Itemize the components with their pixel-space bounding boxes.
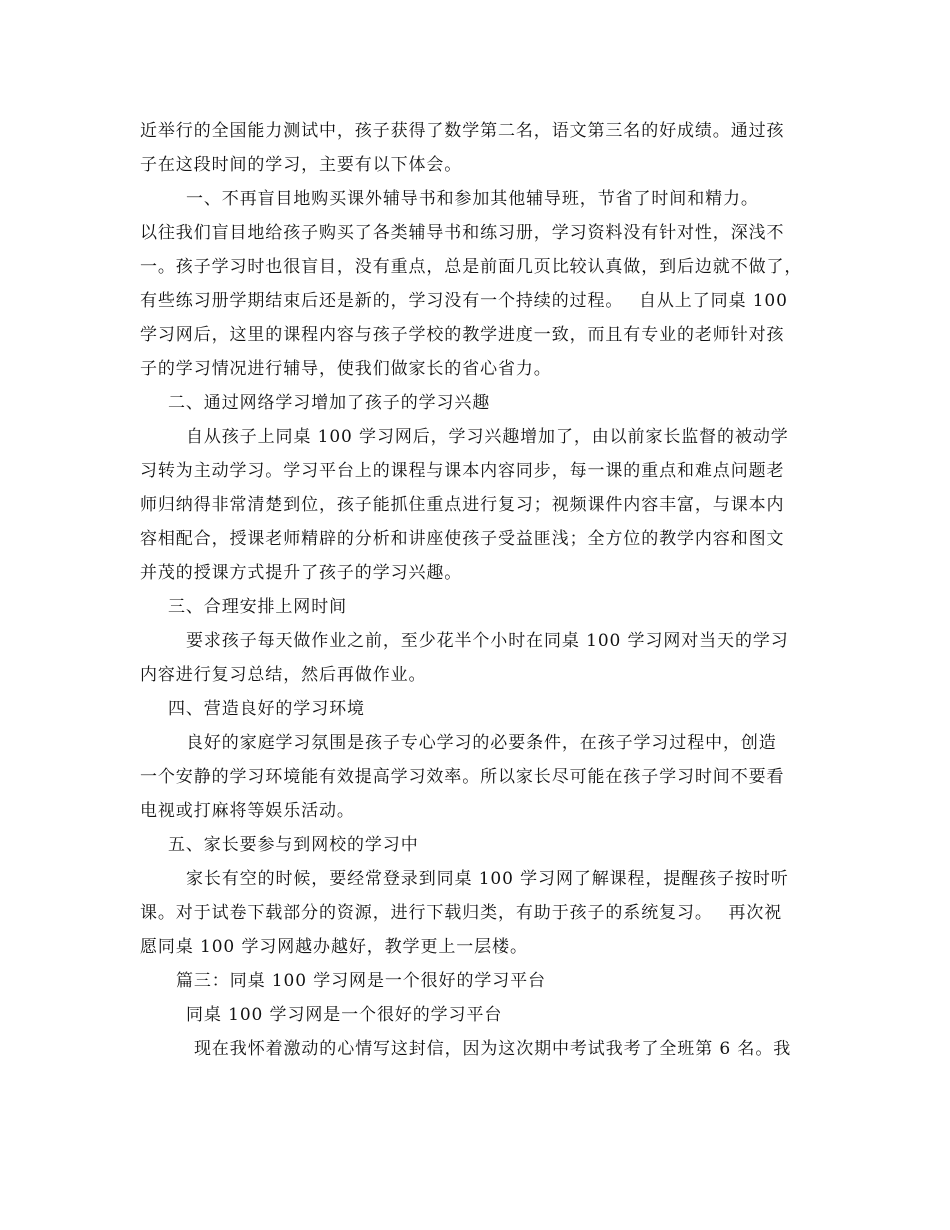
text-line: 有些练习册学期结束后还是新的，学习没有一个持续的过程。 自从上了同桌 100: [140, 291, 788, 311]
text-line: 内容进行复习总结，然后再做作业。: [140, 665, 427, 685]
text-line: 良好的家庭学习氛围是孩子专心学习的必要条件，在孩子学习过程中，创造: [186, 733, 777, 753]
text-line: 自从孩子上同桌 100 学习网后，学习兴趣增加了，由以前家长监督的被动学: [186, 427, 789, 447]
text-line: 容相配合，授课老师精辟的分析和讲座使孩子受益匪浅；全方位的教学内容和图文: [140, 529, 785, 549]
text-line: 一个安静的学习环境能有效提高学习效率。所以家长尽可能在孩子学习时间不要看: [140, 767, 785, 787]
section-heading: 四、营造良好的学习环境: [168, 699, 365, 719]
section-heading: 五、家长要参与到网校的学习中: [168, 835, 419, 855]
text-line: 电视或打麻将等娱乐活动。: [140, 801, 355, 821]
section-heading: 二、通过网络学习增加了孩子的学习兴趣: [168, 393, 491, 413]
text-line: 师归纳得非常清楚到位，孩子能抓住重点进行复习；视频课件内容丰富，与课本内: [140, 495, 785, 515]
section-heading: 三、合理安排上网时间: [168, 597, 347, 617]
text-line: 现在我怀着激动的心情写这封信，因为这次期中考试我考了全班第 6 名。我: [194, 1039, 792, 1059]
text-line: 子在这段时间的学习，主要有以下体会。: [140, 155, 463, 175]
text-line: 愿同桌 100 学习网越办越好，教学更上一层楼。: [140, 937, 528, 957]
text-line: 家长有空的时候，要经常登录到同桌 100 学习网了解课程，提醒孩子按时听: [186, 869, 789, 889]
text-line: 并茂的授课方式提升了孩子的学习兴趣。: [140, 563, 463, 583]
text-line: 课。对于试卷下载部分的资源，进行下载归类，有助于孩子的系统复习。 再次祝: [140, 903, 783, 923]
text-line: 一。孩子学习时也很盲目，没有重点，总是前面几页比较认真做，到后边就不做了，: [140, 257, 803, 277]
section-heading: 一、不再盲目地购买课外辅导书和参加其他辅导班，节省了时间和精力。: [186, 189, 759, 209]
document-body: [140, 114, 820, 1066]
article-heading: 篇三：同桌 100 学习网是一个很好的学习平台: [176, 971, 546, 991]
text-line: 近举行的全国能力测试中，孩子获得了数学第二名，语文第三名的好成绩。通过孩: [140, 121, 785, 141]
text-line: 习转为主动学习。学习平台上的课程与课本内容同步，每一课的重点和难点问题老: [140, 461, 785, 481]
text-line: 要求孩子每天做作业之前，至少花半个小时在同桌 100 学习网对当天的学习: [186, 631, 789, 651]
text-line: 以往我们盲目地给孩子购买了各类辅导书和练习册，学习资料没有针对性，深浅不: [140, 223, 785, 243]
article-title: 同桌 100 学习网是一个很好的学习平台: [186, 1005, 503, 1025]
text-line: 学习网后，这里的课程内容与孩子学校的教学进度一致，而且有专业的老师针对孩: [140, 325, 785, 345]
text-line: 子的学习情况进行辅导，使我们做家长的省心省力。: [140, 359, 552, 379]
